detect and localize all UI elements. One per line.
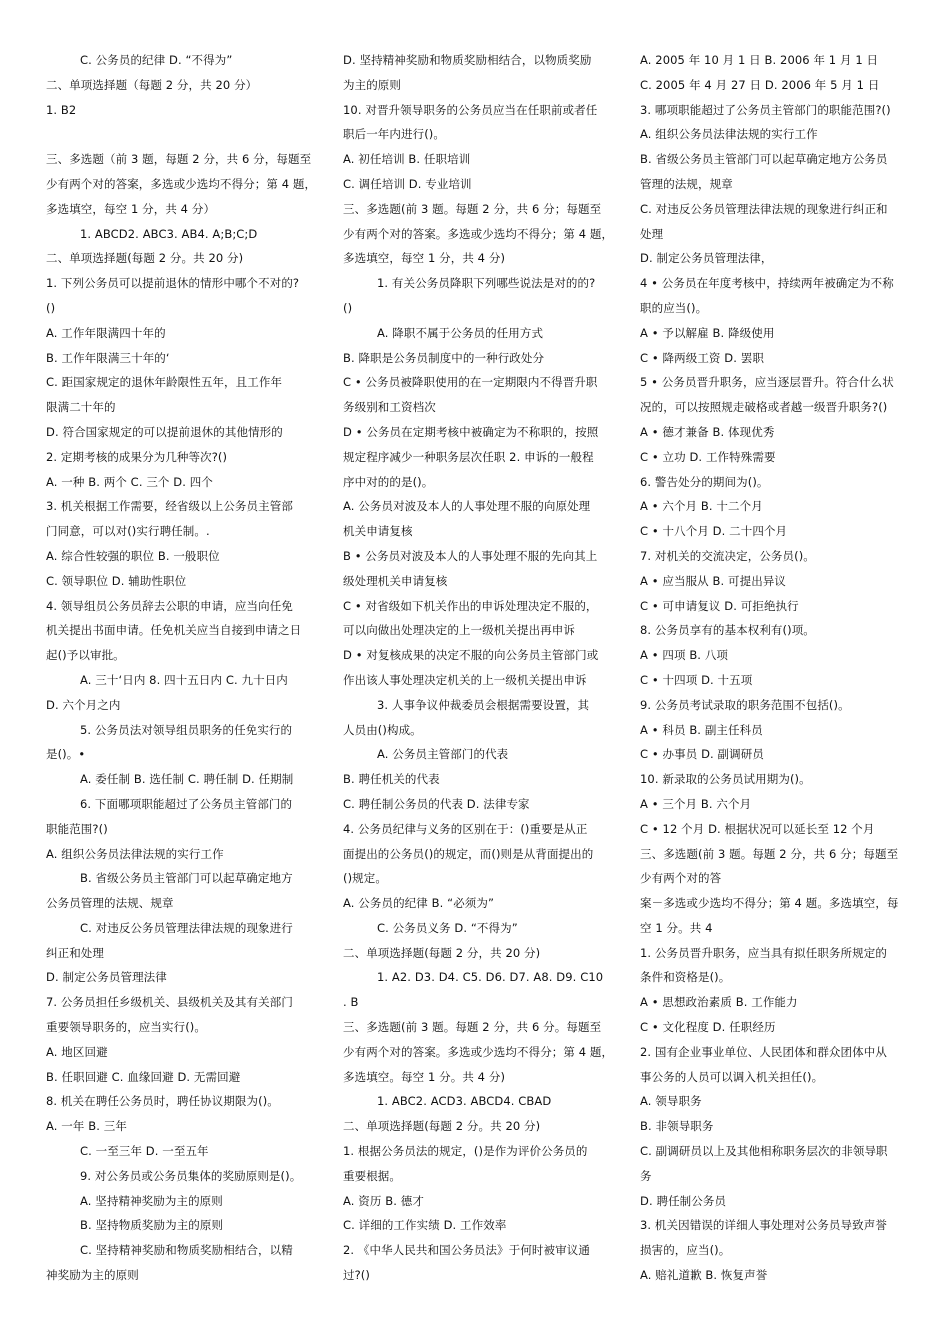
text-line: 面提出的公务员()的规定，而()则是从背面提出的 [343, 846, 594, 861]
text-line: 2. 《中华人民共和国公务员法》于何时被审议通 [343, 1243, 590, 1258]
text-line: 规定程序减少一种职务层次任职 2. 申诉的一般程 [343, 449, 594, 464]
text-line: 6. 警告处分的期间为()。 [640, 474, 769, 489]
text-line: 9. 公务员考试录取的职务范围不包括()。 [640, 697, 850, 712]
text-line: 9. 对公务员或公务员集体的奖励原则是()。 [80, 1168, 302, 1183]
text-line [46, 122, 320, 147]
text-line: C • 十四项 D. 十五项 [640, 672, 753, 687]
text-line: 少有两个对的答 [640, 871, 722, 886]
text-line: 2. 定期考核的成果分为几种等次?() [46, 449, 228, 464]
text-line: 事公务的人员可以调入机关担任()。 [640, 1069, 824, 1084]
text-line: 务 [640, 1168, 652, 1183]
text-line: 多选填空，每空 1 分，共 4 分) [343, 251, 506, 266]
text-line: D. 制定公务员管理法律 [46, 970, 167, 985]
text-line: A • 应当服从 B. 可提出异议 [640, 573, 787, 588]
text-line: 职后一年内进行()。 [343, 127, 445, 142]
text-line: 机关申请复核 [343, 524, 413, 539]
text-line: C. 对违反公务员管理法律法规的现象进行纠正和 [640, 201, 888, 216]
text-line: A. 资历 B. 德才 [343, 1193, 424, 1208]
text-line: A • 思想政治素质 B. 工作能力 [640, 995, 798, 1010]
text-line: 1. 公务员晋升职务，应当具有拟任职务所规定的 [640, 945, 887, 960]
text-line: 为主的原则 [343, 77, 401, 92]
text-line: C. 对违反公务员管理法律法规的现象进行 [80, 920, 293, 935]
text-line: 3. 哪项职能超过了公务员主管部门的职能范围?() [640, 102, 891, 117]
text-line: 6. 下面哪项职能超过了公务员主管部门的 [80, 796, 293, 811]
text-line: 1. B2 [46, 102, 77, 117]
text-line: 务级别和工资档次 [343, 400, 436, 415]
text-line: A. 委任制 B. 选任制 C. 聘任制 D. 任期制 [80, 772, 294, 787]
text-line: C. 一至三年 D. 一至五年 [80, 1144, 209, 1159]
text-line: 过?() [343, 1268, 370, 1283]
text-line: () [343, 300, 353, 315]
text-line: C. 距国家规定的退休年龄限性五年，且工作年 [46, 375, 283, 390]
text-line: A. 一种 B. 两个 C. 三个 D. 四个 [46, 474, 213, 489]
text-line: C • 公务员被降职使用的在一定期限内不得晋升职 [343, 375, 598, 390]
text-line: A. 公务员主管部门的代表 [377, 747, 509, 762]
text-column-middle [343, 48, 617, 1288]
text-line: 序中对的的是()。 [343, 474, 434, 489]
text-line: 可以向做出处理决定的上一级机关提出再申诉 [343, 623, 575, 638]
text-line: C • 对省级如下机关作出的申诉处理决定不服的， [343, 598, 598, 613]
text-line: 1. 有关公务员降职下列哪些说法是对的的? [377, 276, 596, 291]
text-line: C. 领导职位 D. 辅助性职位 [46, 573, 187, 588]
text-line: 3. 机关根据工作需要，经省级以上公务员主管部 [46, 499, 293, 514]
text-line: 2. 国有企业事业单位、人民团体和群众团体中从 [640, 1044, 887, 1059]
text-line: 1. ABC2. ACD3. ABCD4. CBAD [377, 1094, 552, 1109]
text-line: B. 省级公务员主管部门可以起草确定地方 [80, 871, 293, 886]
text-line: C • 十八个月 D. 二十四个月 [640, 524, 788, 539]
text-line: 5 • 公务员晋升职务，应当逐层晋升。符合什么状 [640, 375, 894, 390]
text-line: 5. 公务员法对领导组员职务的任免实行的 [80, 722, 293, 737]
text-line: A. 初任培训 B. 任职培训 [343, 152, 471, 167]
text-line: C. 聘任制公务员的代表 D. 法律专家 [343, 796, 530, 811]
text-line: 4. 领导组员公务员辞去公职的申请，应当向任免 [46, 598, 293, 613]
text-line: 7. 公务员担任乡级机关、县级机关及其有关部门 [46, 995, 293, 1010]
text-line: A. 坚持精神奖励为主的原则 [80, 1193, 223, 1208]
text-line: A • 予以解雇 B. 降级使用 [640, 325, 775, 340]
text-column-left [46, 48, 320, 1288]
text-line: D. 符合国家规定的可以提前退休的其他情形的 [46, 424, 283, 439]
text-line: () [46, 300, 56, 315]
text-line: 损害的，应当()。 [640, 1243, 731, 1258]
text-line: A. 降职不属于公务员的任用方式 [377, 325, 544, 340]
text-line: D • 公务员在定期考核中被确定为不称职的，按照 [343, 424, 599, 439]
text-line: 少有两个对的答案，多选或少选均不得分；第 4 题， [46, 176, 317, 191]
text-line: 少有两个对的答案。多选或少选均不得分；第 4 题， [343, 226, 614, 241]
text-line: 8. 公务员享有的基本权利有()项。 [640, 623, 815, 638]
text-line: 二、单项选择题(每题 2 分。共 20 分) [46, 251, 244, 266]
text-line: 条件和资格是()。 [640, 970, 731, 985]
text-line: B. 坚持物质奖励为主的原则 [80, 1218, 224, 1233]
text-line: 10. 对晋升领导职务的公务员应当在任职前或者任 [343, 102, 598, 117]
text-line: A. 地区回避 [46, 1044, 108, 1059]
text-line: C. 公务员的纪律 D. “不得为” [80, 53, 233, 67]
text-line: 3. 人事争议仲裁委员会根据需要设置，其 [377, 697, 590, 712]
text-line: 三、多选题(前 3 题。每题 2 分，共 6 分；每题至 [640, 846, 899, 861]
text-line: B • 公务员对波及本人的人事处理不服的先向其上 [343, 548, 598, 563]
text-line: A. 领导职务 [640, 1094, 702, 1109]
text-line: 三、多选题（前 3 题，每题 2 分，共 6 分，每题至 [46, 152, 312, 167]
text-line: A • 德才兼备 B. 体现优秀 [640, 424, 775, 439]
text-line: B. 省级公务员主管部门可以起草确定地方公务员 [640, 152, 888, 167]
text-line: D. 聘任制公务员 [640, 1193, 727, 1208]
text-line: 三、多选题(前 3 题。每题 2 分，共 6 分；每题至 [343, 201, 602, 216]
text-line: 重要领导职务的，应当实行()。 [46, 1020, 206, 1035]
text-line: 7. 对机关的交流决定，公务员()。 [640, 548, 815, 563]
text-line: 公务员管理的法规、规章 [46, 896, 174, 911]
text-line: 案－多选或少选均不得分；第 4 题。多选填空，每 [640, 896, 899, 911]
text-line: 4 • 公务员在年度考核中，持续两年被确定为不称 [640, 276, 894, 291]
text-line: 纠正和处理 [46, 945, 104, 960]
text-line: 人员由()构成。 [343, 722, 422, 737]
text-line: 门同意，可以对()实行聘任制。. [46, 524, 210, 539]
text-line: 职的应当()。 [640, 300, 708, 315]
text-line: 二、单项选择题(每题 2 分，共 20 分) [343, 945, 541, 960]
text-line: 机关提出书面申请。任免机关应当自接到申请之日 [46, 623, 302, 638]
text-line: A. 组织公务员法律法规的实行工作 [46, 846, 224, 861]
text-line: A. 一年 B. 三年 [46, 1119, 127, 1134]
text-line: C • 可申请复议 D. 可拒绝执行 [640, 598, 799, 613]
text-line: ()规定。 [343, 871, 387, 886]
text-line: 多选填空。每空 1 分。共 4 分) [343, 1069, 506, 1084]
text-line: 管理的法规，规章 [640, 176, 733, 191]
text-line: B. 非领导职务 [640, 1119, 714, 1134]
text-line: 级处理机关申请复核 [343, 573, 448, 588]
text-line: 职能范围?() [46, 821, 108, 836]
text-line: 1. ABCD2. ABC3. AB4. A;B;C;D [80, 226, 258, 241]
text-line: 10. 新录取的公务员试用期为()。 [640, 772, 811, 787]
text-line: A. 综合性较强的职位 B. 一般职位 [46, 548, 220, 563]
text-line: C. 详细的工作实绩 D. 工作效率 [343, 1218, 507, 1233]
text-line: 二、单项选择题（每题 2 分，共 20 分） [46, 77, 258, 92]
text-line: D. 坚持精神奖励和物质奖励相结合，以物质奖励 [343, 53, 592, 67]
text-line: 神奖励为主的原则 [46, 1268, 139, 1283]
text-line: D • 对复核成果的决定不服的向公务员主管部门或 [343, 648, 599, 663]
text-line: 重要根据。 [343, 1168, 401, 1183]
text-line: . B [343, 995, 359, 1010]
text-column-right [640, 48, 908, 1288]
text-line: C • 立功 D. 工作特殊需要 [640, 449, 776, 464]
text-line: 4. 公务员纪律与义务的区别在于：()重要是从正 [343, 821, 588, 836]
text-line: A • 六个月 B. 十二个月 [640, 499, 763, 514]
text-line: A. 三十‘日内 8. 四十五日内 C. 九十日内 [80, 672, 288, 687]
text-line: C. 公务员义务 D. “不得为” [377, 920, 518, 935]
text-line: 二、单项选择题(每题 2 分。共 20 分) [343, 1119, 541, 1134]
text-line: 3. 机关因错误的详细人事处理对公务员导致声誉 [640, 1218, 887, 1233]
text-line: 处理 [640, 226, 664, 241]
text-line: C • 文化程度 D. 任职经历 [640, 1020, 776, 1035]
text-line: D. 制定公务员管理法律， [640, 251, 773, 266]
text-line: A. 工作年限满四十年的 [46, 325, 166, 340]
text-line: 空 1 分。共 4 [640, 920, 713, 935]
text-line: 1. 下列公务员可以提前退休的情形中哪个不对的? [46, 276, 300, 291]
text-line: B. 任职回避 C. 血缘回避 D. 无需回避 [46, 1069, 241, 1084]
text-line: A. 公务员的纪律 B. “必须为” [343, 896, 495, 911]
text-line: 1. A2. D3. D4. C5. D6. D7. A8. D9. C10 [377, 970, 604, 985]
text-line: 限满二十年的 [46, 400, 116, 415]
text-line: 作出该人事处理决定机关的上一级机关提出申诉 [343, 672, 587, 687]
text-line: B. 工作年限满三十年的‘ [46, 350, 170, 365]
text-line: B. 降职是公务员制度中的一种行政处分 [343, 350, 545, 365]
text-line: A • 四项 B. 八项 [640, 648, 729, 663]
text-line: B. 聘任机关的代表 [343, 772, 440, 787]
text-line: C • 12 个月 D. 根据状况可以延长至 12 个月 [640, 821, 875, 836]
text-line: 起()予以审批。 [46, 648, 125, 663]
text-line: C. 调任培训 D. 专业培训 [343, 176, 472, 191]
text-line: A • 三个月 B. 六个月 [640, 796, 752, 811]
text-line: C. 2005 年 4 月 27 日 D. 2006 年 5 月 1 日 [640, 77, 880, 92]
text-line: 况的，可以按照规走破格或者越一级晋升职务?() [640, 400, 888, 415]
text-line: A. 赔礼道歉 B. 恢复声誉 [640, 1268, 768, 1283]
text-line: A. 2005 年 10 月 1 日 B. 2006 年 1 月 1 日 [640, 53, 879, 67]
text-line: 8. 机关在聘任公务员时，聘任协议期限为()。 [46, 1094, 279, 1109]
text-line: D. 六个月之内 [46, 697, 121, 712]
text-line: A. 组织公务员法律法规的实行工作 [640, 127, 818, 142]
text-line: 少有两个对的答案。多选或少选均不得分；第 4 题， [343, 1044, 614, 1059]
text-line: 是()。• [46, 747, 86, 762]
text-line: A. 公务员对波及本人的人事处理不服的向原处理 [343, 499, 591, 514]
text-line: A • 科员 B. 副主任科员 [640, 722, 763, 737]
text-line: C. 副调研员以上及其他相称职务层次的非领导职 [640, 1144, 888, 1159]
text-line: C. 坚持精神奖励和物质奖励相结合，以精 [80, 1243, 293, 1258]
text-line: C • 降两级工资 D. 罢职 [640, 350, 764, 365]
text-line: 1. 根据公务员法的规定，()是作为评价公务员的 [343, 1144, 588, 1159]
text-line: 多选填空，每空 1 分，共 4 分） [46, 201, 216, 216]
text-line: 三、多选题(前 3 题。每题 2 分，共 6 分。每题至 [343, 1020, 602, 1035]
text-line: C • 办事员 D. 副调研员 [640, 747, 764, 762]
